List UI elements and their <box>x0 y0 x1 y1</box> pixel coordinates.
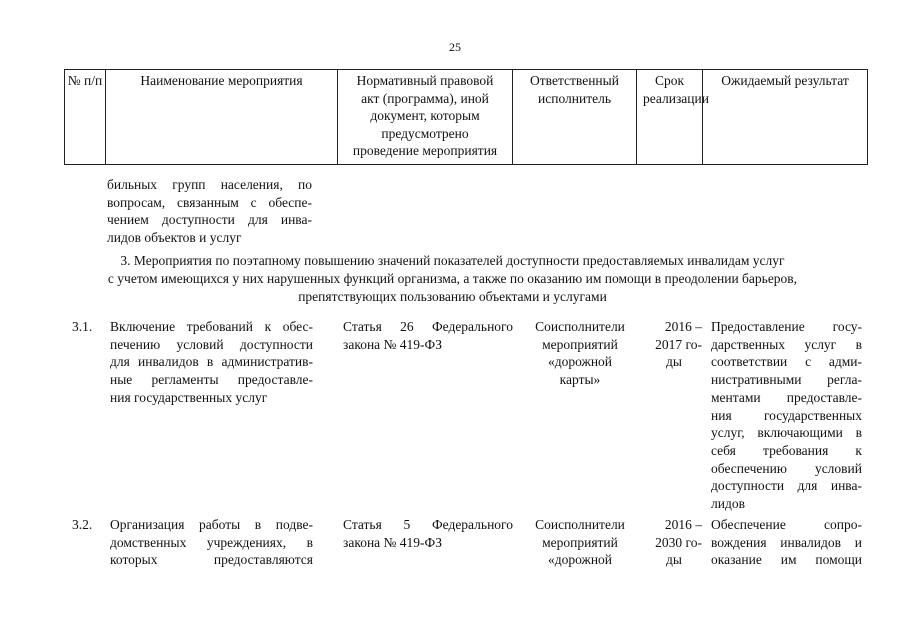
name-line: для инвалидов в административ- <box>110 354 313 370</box>
result-line: оказание им помощи <box>711 552 862 568</box>
result-line: обеспечению условий <box>711 460 862 476</box>
result-line: услуг, включающими в <box>711 425 862 441</box>
name-line: Включение требований к обес- <box>110 319 313 334</box>
table-header <box>64 69 868 165</box>
row-3-2-act <box>343 516 513 551</box>
executor-line: карты» <box>559 372 601 388</box>
page-number: 25 <box>449 40 461 54</box>
row-3-2-name <box>110 516 313 569</box>
row-3-2-executor <box>518 516 642 569</box>
executor-line: «дорожной <box>547 354 613 370</box>
result-line: нистративными регла- <box>711 372 862 388</box>
header-col-number: № п/п <box>65 70 106 165</box>
header-col-term: Срок реализации <box>637 70 703 165</box>
name-line: которых предоставляются <box>110 552 313 568</box>
continuation-line: чением доступности для инва- <box>107 212 312 228</box>
result-line: ния государственных <box>711 407 862 423</box>
result-line: себя требования к <box>711 442 862 458</box>
row-3-2-number: 3.2. <box>72 517 93 532</box>
row-3-1-number: 3.1. <box>72 319 93 334</box>
section-title-line: 3. Мероприятия по поэтапному повышению значений показателей доступности предоставляемых инвалидам услуг <box>120 253 785 268</box>
row-3-2-term <box>646 516 702 569</box>
term-line: 2016 – <box>664 319 702 334</box>
result-line: вождения инвалидов и <box>711 534 862 550</box>
row-3-2-result <box>711 516 862 569</box>
result-line: лидов <box>711 496 745 512</box>
header-col-name: Наименование мероприятия <box>106 70 338 165</box>
row-3-1-act <box>343 318 513 353</box>
executor-line: «дорожной <box>547 552 613 568</box>
row-3-1-name <box>110 318 313 407</box>
header-col-result: Ожидаемый результат <box>703 70 868 165</box>
executor-line: Соисполнители <box>535 319 625 334</box>
continuation-text <box>107 176 312 247</box>
name-line: ния государственных услуг <box>110 389 268 405</box>
result-line: соответствии с адми- <box>711 354 862 370</box>
row-3-1-term <box>646 318 702 371</box>
section-title-line: с учетом имеющихся у них нарушенных функций организма, а также по оказанию им помощи в преодолении барьеров, <box>107 271 798 286</box>
act-line: закона № 419-ФЗ <box>343 534 442 550</box>
term-line: 2016 – <box>664 517 702 532</box>
name-line: домственных учреждениях, в <box>110 534 313 550</box>
row-3-1-result <box>711 318 862 513</box>
header-col-executor: Ответственный исполнитель <box>513 70 637 165</box>
row-3-1-executor <box>518 318 642 389</box>
act-line: Статья 5 Федерального <box>343 517 513 532</box>
executor-line: Соисполнители <box>535 517 625 532</box>
act-line: закона № 419-ФЗ <box>343 336 442 352</box>
act-line: Статья 26 Федерального <box>343 319 513 334</box>
result-line: дарственных услуг в <box>711 336 862 352</box>
term-line: 2017 го- <box>655 336 702 352</box>
result-line: Предоставление госу- <box>711 319 862 334</box>
term-line: ды <box>666 552 682 568</box>
name-line: печению условий доступности <box>110 336 313 352</box>
term-line: 2030 го- <box>655 534 702 550</box>
name-line: ные регламенты предоставле- <box>110 372 313 388</box>
header-col-act: Нормативный правовой акт (программа), иной документ, которым предусмотрено проведение мероприятия <box>338 70 513 165</box>
result-line: Обеспечение сопро- <box>711 517 862 532</box>
executor-line: мероприятий <box>542 534 618 550</box>
term-line: ды <box>666 354 682 370</box>
continuation-line: лидов объектов и услуг <box>107 230 242 246</box>
continuation-line: вопросам, связанным с обеспе- <box>107 194 312 210</box>
result-line: доступности для инва- <box>711 478 862 494</box>
continuation-line: бильных групп населения, по <box>107 177 312 192</box>
name-line: Организация работы в подве- <box>110 517 313 532</box>
section-3-title <box>60 252 845 306</box>
executor-line: мероприятий <box>542 336 618 352</box>
result-line: ментами предоставле- <box>711 389 862 405</box>
section-title-line: препятствующих пользованию объектами и услугами <box>298 289 607 304</box>
